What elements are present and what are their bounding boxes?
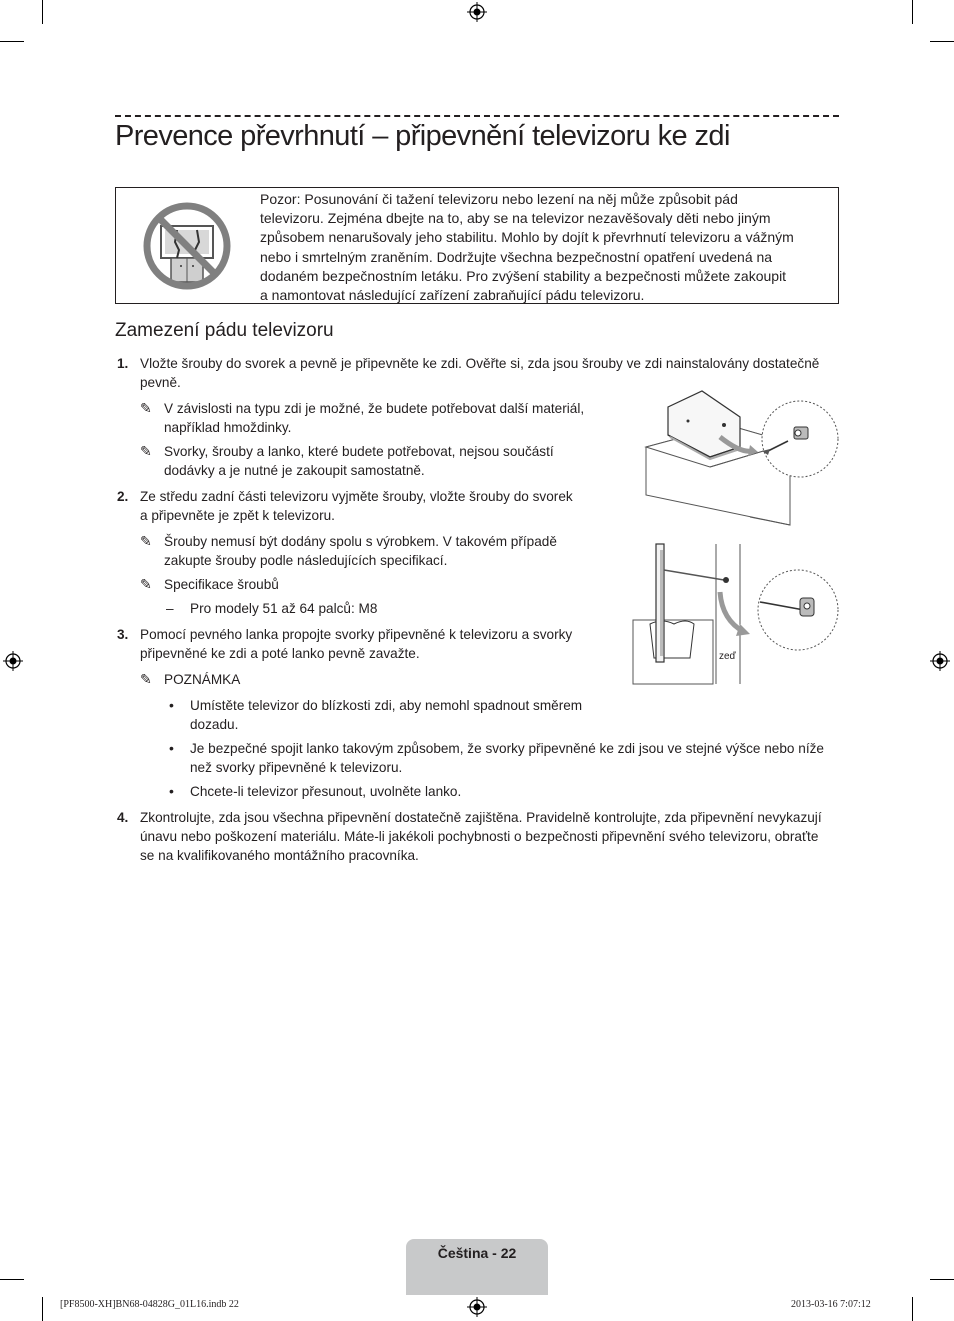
note-pencil-icon: ✎: [140, 576, 152, 592]
step-text: Ze středu zadní části televizoru vyjměte šrouby, vložte šrouby do svorek: [140, 489, 573, 504]
note-text: Specifikace šroubů: [164, 577, 279, 592]
bullet-icon: •: [169, 783, 174, 799]
spec-dash: –: [166, 601, 174, 616]
registration-mark-icon: [467, 1297, 487, 1317]
note-text: Šrouby nemusí být dodány spolu s výrobkem. V takovém případě: [164, 534, 557, 549]
page-number-tab: [406, 1239, 548, 1295]
note-text: zakupte šrouby podle následujících specifikací.: [164, 553, 448, 568]
warning-line: způsobem nenarušovaly jeho stabilitu. Mohlo by dojít k převrhnutí televizoru a vážným: [260, 229, 794, 246]
bullet-text: dozadu.: [190, 717, 239, 732]
note-text: například hmoždinky.: [164, 420, 292, 435]
warning-box: [115, 187, 839, 304]
step-number: 4.: [117, 810, 129, 825]
registration-mark-icon: [930, 651, 950, 671]
title-dashed-rule: [115, 115, 839, 117]
step-text: se na kvalifikovaného montážního pracovníka.: [140, 848, 419, 863]
note-pencil-icon: ✎: [140, 443, 152, 459]
bullet-icon: •: [169, 740, 174, 756]
note-text: dodávky a je nutné je zakoupit samostatně.: [164, 463, 425, 478]
tv-clamp-illustration: [640, 385, 840, 530]
warning-line: dodaném bezpečnostním letáku. Pro zvýšení stability a bezpečnosti můžete zakoupit: [260, 267, 787, 284]
note-pencil-icon: ✎: [140, 400, 152, 416]
warning-line: Pozor: Posunování či tažení televizoru nebo lezení na něj může způsobit pád: [260, 191, 738, 207]
bullet-text: Chcete-li televizor přesunout, uvolněte lanko.: [190, 784, 462, 799]
print-timestamp: 2013-03-16 7:07:12: [791, 1299, 871, 1310]
spec-text: Pro modely 51 až 64 palců: M8: [190, 601, 378, 616]
step-text: připevněné ke zdi a poté lanko pevně zavažte.: [140, 646, 420, 661]
registration-mark-icon: [467, 2, 487, 22]
registration-mark-icon: [3, 651, 23, 671]
step-text: pevně.: [140, 375, 181, 390]
crop-mark: [912, 1297, 913, 1321]
bullet-text: Umístěte televizor do blízkosti zdi, aby nemohl spadnout směrem: [190, 698, 583, 713]
warning-text: [260, 190, 832, 305]
warning-line: televizoru. Zejména dbejte na to, aby se na televizor nezavěšovaly děti nebo jiným: [260, 210, 771, 227]
page-title: Prevence převrhnutí – připevnění televizoru ke zdi: [115, 120, 730, 152]
warning-line: nebo i smrtelným zraněním. Dodržujte všechna bezpečnostní opatření uvedená na: [260, 248, 773, 265]
step-text: Vložte šrouby do svorek a pevně je připevněte ke zdi. Ověřte si, zda jsou šrouby ve zdi nainstalovány dostatečně: [140, 356, 820, 371]
warning-line: a namontovat následující zařízení zabraňující pádu televizoru.: [260, 287, 645, 304]
crop-mark: [42, 0, 43, 24]
step-text: únavu nebo poškození materiálu. Máte-li jakékoli pochybnosti o bezpečnosti připevnění svého televizoru, obraťte: [140, 829, 819, 844]
crop-mark: [912, 0, 913, 24]
crop-mark: [42, 1297, 43, 1321]
note-label: POZNÁMKA: [164, 672, 241, 687]
note-text: Svorky, šrouby a lanko, které budete potřebovat, nejsou součástí: [164, 444, 554, 459]
crop-mark: [930, 41, 954, 42]
step-text: Zkontrolujte, zda jsou všechna připevnění dostatečně zajištěna. Pravidelně kontrolujte, zda připevnění nevykazují: [140, 810, 822, 825]
step-number: 1.: [117, 356, 129, 371]
step-number: 3.: [117, 627, 129, 642]
bullet-text: Je bezpečné spojit lanko takovým způsobem, že svorky připevněné ke zdi jsou ve stejné výšce nebo níže: [190, 741, 824, 756]
step-text: a připevněte je zpět k televizoru.: [140, 508, 335, 523]
no-climbing-tv-warning-icon: [141, 200, 233, 292]
tv-wall-cable-illustration: [630, 540, 840, 690]
wall-label: zeď: [719, 651, 736, 662]
step-text: Pomocí pevného lanka propojte svorky připevněné k televizoru a svorky: [140, 627, 573, 642]
step-number: 2.: [117, 489, 129, 504]
bullet-text: než svorky připevněné k televizoru.: [190, 760, 403, 775]
crop-mark: [0, 1279, 24, 1280]
note-pencil-icon: ✎: [140, 533, 152, 549]
section-title: Zamezení pádu televizoru: [115, 320, 334, 341]
print-filename: [PF8500-XH]BN68-04828G_01L16.indb 22: [60, 1299, 239, 1310]
crop-mark: [930, 1279, 954, 1280]
bullet-icon: •: [169, 697, 174, 713]
note-pencil-icon: ✎: [140, 671, 152, 687]
page-number-label: Čeština - 22: [437, 1245, 517, 1261]
crop-mark: [0, 41, 24, 42]
note-text: V závislosti na typu zdi je možné, že budete potřebovat další materiál,: [164, 401, 585, 416]
